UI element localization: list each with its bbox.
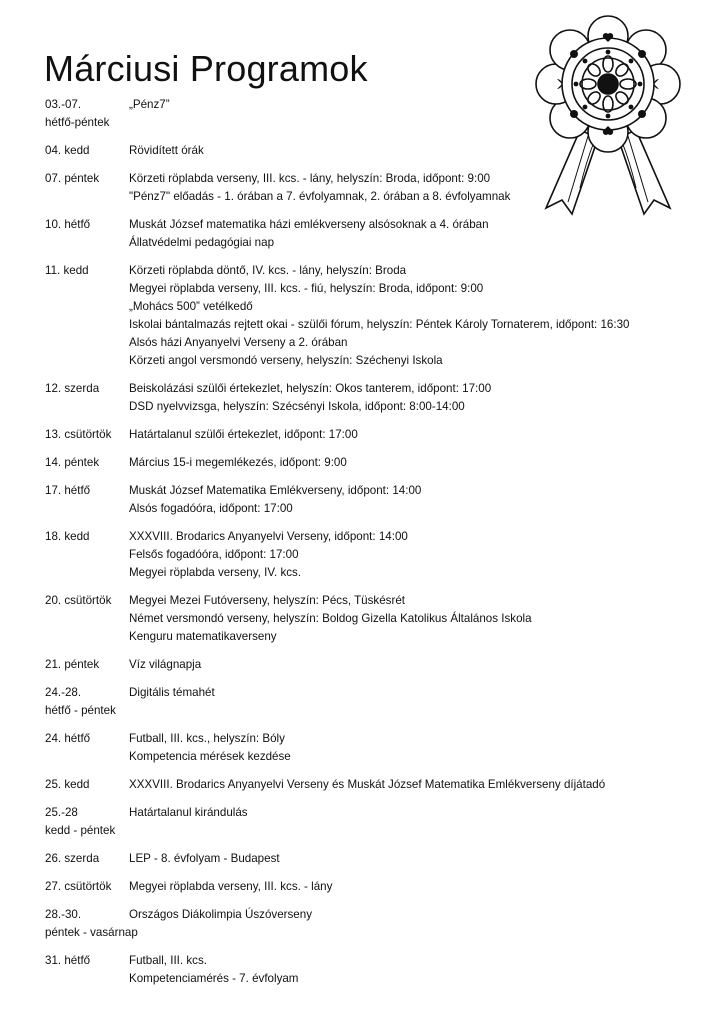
schedule-row — [45, 142, 705, 160]
event-text: Futball, III. kcs., helyszín: Bóly — [129, 732, 285, 745]
schedule-date — [45, 684, 129, 720]
schedule-row — [45, 426, 705, 444]
date-line: hétfő - péntek — [45, 704, 116, 717]
schedule-date — [45, 906, 138, 942]
row-gap — [45, 206, 705, 216]
schedule-date — [45, 454, 129, 472]
date-line: 31. hétfő — [45, 954, 91, 967]
event-text — [129, 924, 705, 942]
schedule-events — [129, 850, 705, 868]
schedule-row — [45, 878, 705, 896]
date-line: 27. csütörtök — [45, 880, 112, 893]
schedule-date — [45, 482, 129, 500]
event-text: Víz világnapja — [129, 658, 202, 671]
schedule-events — [129, 878, 705, 896]
event-text: Országos Diákolimpia Úszóverseny — [129, 908, 312, 921]
event-text: Megyei Mezei Futóverseny, helyszín: Pécs, Tüskésrét — [129, 594, 405, 607]
row-gap — [45, 794, 705, 804]
row-gap — [45, 942, 705, 952]
row-gap — [45, 896, 705, 906]
schedule-date — [45, 528, 129, 546]
schedule-row — [45, 482, 705, 518]
schedule-events — [129, 592, 705, 646]
schedule-row — [45, 656, 705, 674]
schedule-date — [45, 850, 129, 868]
schedule-row — [45, 216, 705, 252]
event-text: Körzeti röplabda döntő, IV. kcs. - lány, helyszín: Broda — [129, 264, 407, 277]
event-text: Alsós házi Anyanyelvi Verseny a 2. órában — [129, 336, 348, 349]
page-title: Márciusi Programok — [44, 48, 368, 89]
event-text — [129, 702, 705, 720]
schedule-events — [129, 906, 705, 942]
schedule-events — [129, 776, 705, 794]
schedule-date — [45, 776, 129, 794]
schedule-row — [45, 454, 705, 472]
schedule-events — [129, 804, 705, 840]
date-line: 14. péntek — [45, 456, 100, 469]
event-text: Március 15-i megemlékezés, időpont: 9:00 — [129, 456, 347, 469]
date-line: 07. péntek — [45, 172, 100, 185]
event-text: Határtalanul szülői értekezlet, időpont: 17:00 — [129, 428, 358, 441]
event-text: Kompetencia mérések kezdése — [129, 750, 291, 763]
event-text: "Pénz7" előadás - 1. órában a 7. évfolyamnak, 2. órában a 8. évfolyamnak — [129, 190, 511, 203]
schedule-row — [45, 528, 705, 582]
schedule-row — [45, 170, 705, 206]
schedule-date — [45, 426, 129, 444]
schedule-events — [129, 170, 705, 206]
row-gap — [45, 416, 705, 426]
row-gap — [45, 646, 705, 656]
date-line: 17. hétfő — [45, 484, 91, 497]
event-text: Felsős fogadóóra, időpont: 17:00 — [129, 548, 299, 561]
date-line: 25. kedd — [45, 778, 90, 791]
schedule-date — [45, 216, 129, 234]
date-line: hétfő-péntek — [45, 116, 110, 129]
date-line: 20. csütörtök — [45, 594, 112, 607]
schedule-events — [129, 528, 705, 582]
date-line: 28.-30. — [45, 908, 82, 921]
row-gap — [45, 518, 705, 528]
row-gap — [45, 674, 705, 684]
row-gap — [45, 444, 705, 454]
schedule-date — [45, 380, 129, 398]
schedule-date — [45, 142, 129, 160]
schedule-date — [45, 656, 129, 674]
schedule-events — [129, 216, 705, 252]
date-line: kedd - péntek — [45, 824, 116, 837]
schedule-row — [45, 380, 705, 416]
event-text: „Mohács 500” vetélkedő — [129, 300, 253, 313]
date-line: 26. szerda — [45, 852, 100, 865]
event-text: LEP - 8. évfolyam - Budapest — [129, 852, 280, 865]
date-line: 25.-28 — [45, 806, 78, 819]
event-text: XXXVIII. Brodarics Anyanyelvi Verseny és Muskát József Matematika Emlékverseny díjátadó — [129, 778, 606, 791]
row-gap — [45, 868, 705, 878]
row-gap — [45, 472, 705, 482]
event-text: Kenguru matematikaverseny — [129, 630, 277, 643]
schedule-row — [45, 96, 705, 132]
schedule-date — [45, 804, 129, 840]
row-gap — [45, 582, 705, 592]
schedule-events — [129, 454, 705, 472]
date-line: 10. hétfő — [45, 218, 91, 231]
event-text: Beiskolázási szülői értekezlet, helyszín: Okos tanterem, időpont: 17:00 — [129, 382, 492, 395]
date-line: 21. péntek — [45, 658, 100, 671]
row-gap — [45, 132, 705, 142]
schedule-row — [45, 262, 705, 370]
event-text: Állatvédelmi pedagógiai nap — [129, 236, 275, 249]
event-text: Körzeti röplabda verseny, III. kcs. - lány, helyszín: Broda, időpont: 9:00 — [129, 172, 491, 185]
event-text: „Pénz7” — [129, 98, 170, 111]
row-gap — [45, 252, 705, 262]
event-text: Körzeti angol versmondó verseny, helyszín: Széchenyi Iskola — [129, 354, 443, 367]
schedule-events — [129, 684, 705, 720]
schedule-events — [129, 262, 705, 370]
date-line: 12. szerda — [45, 382, 100, 395]
schedule-events — [129, 656, 705, 674]
schedule-row — [45, 952, 705, 988]
event-text: Muskát József matematika házi emlékverseny alsósoknak a 4. órában — [129, 218, 489, 231]
schedule-date — [45, 878, 129, 896]
schedule-date — [45, 170, 129, 188]
event-text: Futball, III. kcs. — [129, 954, 207, 967]
event-text — [129, 822, 705, 840]
row-gap — [45, 160, 705, 170]
event-text: Német versmondó verseny, helyszín: Boldog Gizella Katolikus Általános Iskola — [129, 612, 532, 625]
schedule-row — [45, 776, 705, 794]
schedule-events — [129, 952, 705, 988]
event-text: Rövidített órák — [129, 144, 204, 157]
schedule-date — [45, 730, 129, 748]
event-text: XXXVIII. Brodarics Anyanyelvi Verseny, időpont: 14:00 — [129, 530, 408, 543]
schedule-list — [45, 96, 705, 988]
schedule-row — [45, 850, 705, 868]
schedule-row — [45, 684, 705, 720]
row-gap — [45, 840, 705, 850]
date-line: péntek - vasárnap — [45, 926, 138, 939]
schedule-row — [45, 730, 705, 766]
event-text: Megyei röplabda verseny, III. kcs. - lány — [129, 880, 333, 893]
schedule-row — [45, 906, 705, 942]
schedule-events — [129, 482, 705, 518]
schedule-events — [129, 730, 705, 766]
event-text: Digitális témahét — [129, 686, 215, 699]
date-line: 13. csütörtök — [45, 428, 112, 441]
row-gap — [45, 370, 705, 380]
schedule-date — [45, 952, 129, 970]
schedule-row — [45, 804, 705, 840]
schedule-date — [45, 96, 129, 132]
schedule-events — [129, 142, 705, 160]
schedule-date — [45, 262, 129, 280]
event-text: Kompetenciamérés - 7. évfolyam — [129, 972, 299, 985]
schedule-events — [129, 96, 705, 132]
row-gap — [45, 720, 705, 730]
schedule-date — [45, 592, 129, 610]
schedule-events — [129, 426, 705, 444]
schedule-row — [45, 592, 705, 646]
event-text: DSD nyelvvizsga, helyszín: Szécsényi Iskola, időpont: 8:00-14:00 — [129, 400, 465, 413]
schedule-events — [129, 380, 705, 416]
event-text: Megyei röplabda verseny, III. kcs. - fiú, helyszín: Broda, időpont: 9:00 — [129, 282, 484, 295]
date-line: 04. kedd — [45, 144, 90, 157]
date-line: 18. kedd — [45, 530, 90, 543]
date-line: 24. hétfő — [45, 732, 91, 745]
event-text: Megyei röplabda verseny, IV. kcs. — [129, 566, 302, 579]
date-line: 24.-28. — [45, 686, 82, 699]
date-line: 11. kedd — [45, 264, 89, 277]
row-gap — [45, 766, 705, 776]
event-text: Alsós fogadóóra, időpont: 17:00 — [129, 502, 293, 515]
date-line: 03.-07. — [45, 98, 82, 111]
event-text: Iskolai bántalmazás rejtett okai - szülői fórum, helyszín: Péntek Károly Tornaterem, időpont: 16:30 — [129, 318, 630, 331]
event-text — [129, 114, 705, 132]
event-text: Határtalanul kirándulás — [129, 806, 248, 819]
event-text: Muskát József Matematika Emlékverseny, időpont: 14:00 — [129, 484, 422, 497]
